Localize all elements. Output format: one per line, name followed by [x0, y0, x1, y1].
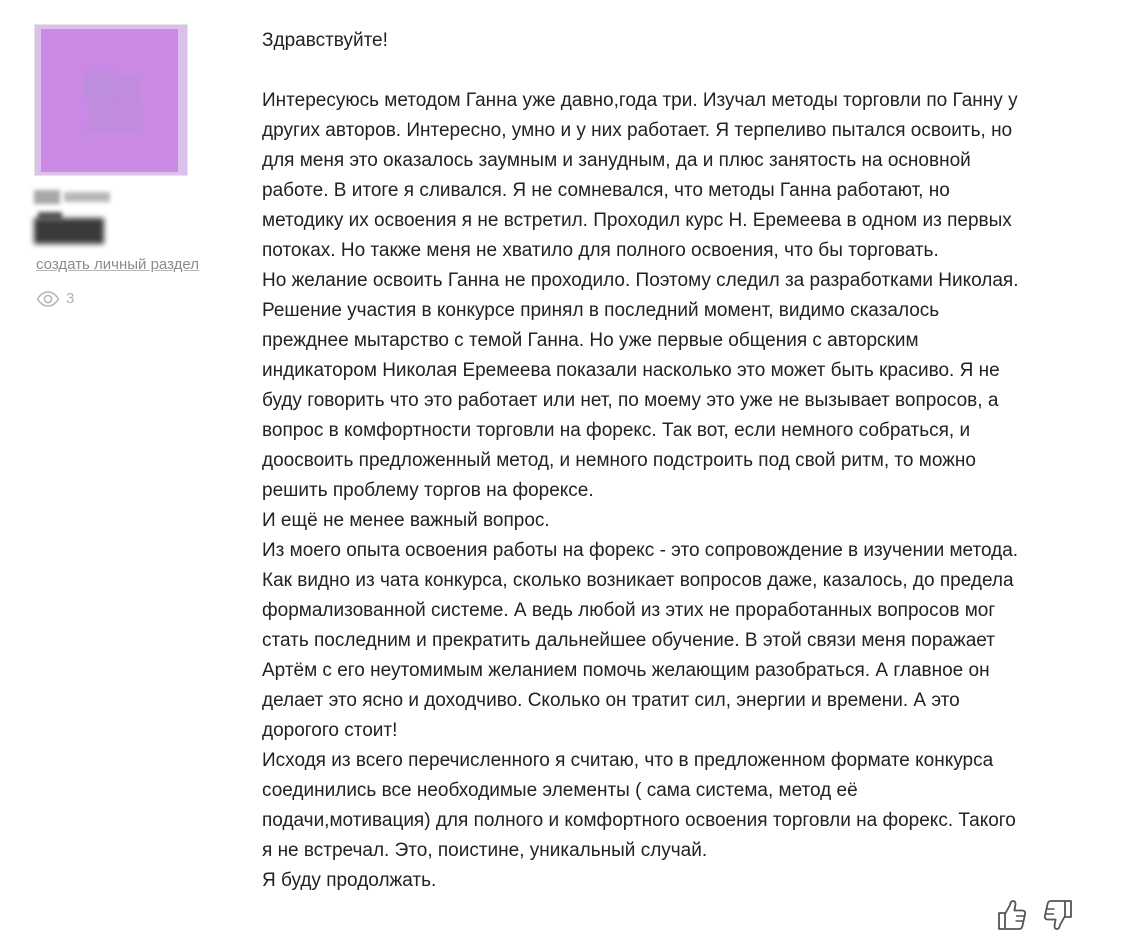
text-line: вопрос в комфортности торговли на форекс. Так вот, если немного собраться, и: [262, 420, 971, 441]
create-section-link[interactable]: создать личный раздел: [36, 256, 199, 273]
avatar-image: [41, 29, 178, 172]
like-button[interactable]: [996, 900, 1028, 934]
text-line: других авторов. Интересно, умно и у них работает. Я терпеливо пытался освоить, но: [262, 120, 1013, 141]
dislike-button[interactable]: [1042, 900, 1074, 934]
comment-body: [262, 26, 1112, 896]
paragraph-gap: [262, 56, 1112, 86]
text-line: Как видно из чата конкурса, сколько возникает вопросов даже, казалось, до предела: [262, 570, 1014, 591]
text-line: Решение участия в конкурсе принял в последний момент, видимо сказалось: [262, 300, 940, 321]
text-line: индикатором Николая Еремеева показали насколько это может быть красиво. Я не: [262, 360, 1000, 381]
text-line: Интересуюсь методом Ганна уже давно,года три. Изучал методы торговли по Ганну у: [262, 90, 1018, 111]
text-line: И ещё не менее важный вопрос.: [262, 510, 550, 531]
text-line: Я буду продолжать.: [262, 870, 437, 891]
text-line: решить проблему торгов на форексе.: [262, 480, 594, 501]
text-line: дорогого стоит!: [262, 720, 398, 741]
text-line: потоках. Но также меня не хватило для полного освоения, что бы торговать.: [262, 240, 939, 261]
text-line: прежднее мытарство с темой Ганна. Но уже первые общения с авторским: [262, 330, 919, 351]
author-sidebar: [34, 24, 234, 307]
text-line: для меня это оказалось заумным и занудным, да и плюс занятость на основной: [262, 150, 971, 171]
text-line: делает это ясно и доходчиво. Сколько он тратит сил, энергии и времени. А это: [262, 690, 960, 711]
text-line: я не встречал. Это, поистине, уникальный случай.: [262, 840, 708, 861]
text-line: буду говорить что это работает или нет, по моему это уже не вызывает вопросов, а: [262, 390, 999, 411]
text-line: стать последним и прекратить дальнейшее обучение. В этой связи меня поражает: [262, 630, 995, 651]
user-status-redacted: [34, 218, 106, 244]
text-line: доосвоить предложенный метод, и немного подстроить под свой ритм, то можно: [262, 450, 976, 471]
views-count: 3: [66, 290, 75, 307]
text-line: методику их освоения я не встретил. Проходил курс Н. Еремеева в одном из первых: [262, 210, 1012, 231]
text-line: работе. В итоге я сливался. Я не сомневался, что методы Ганна работают, но: [262, 180, 950, 201]
text-line: Из моего опыта освоения работы на форекс - это сопровождение в изучении метода.: [262, 540, 1019, 561]
text-line: Исходя из всего перечисленного я считаю, что в предложенном формате конкурса: [262, 750, 994, 771]
text-line: Артём с его неутомимым желанием помочь желающим разобраться. А главное он: [262, 660, 990, 681]
thumbs-up-icon: [997, 899, 1027, 936]
reaction-buttons: [996, 900, 1074, 934]
text-line: Но желание освоить Ганна не проходило. Поэтому следил за разработками Николая.: [262, 270, 1019, 291]
text-line: соединились все необходимые элементы ( сама система, метод её: [262, 780, 858, 801]
thumbs-down-icon: [1043, 899, 1073, 936]
views-counter: [36, 290, 74, 307]
greeting-line: Здравствуйте!: [262, 30, 388, 51]
avatar[interactable]: [34, 24, 188, 176]
text-line: подачи,мотивация) для полного и комфортного освоения торговли на форекс. Такого: [262, 810, 1016, 831]
text-line: формализованной системе. А ведь любой из этих не проработанных вопросов мог: [262, 600, 996, 621]
username-redacted[interactable]: [34, 190, 112, 204]
eye-icon: [36, 291, 60, 307]
